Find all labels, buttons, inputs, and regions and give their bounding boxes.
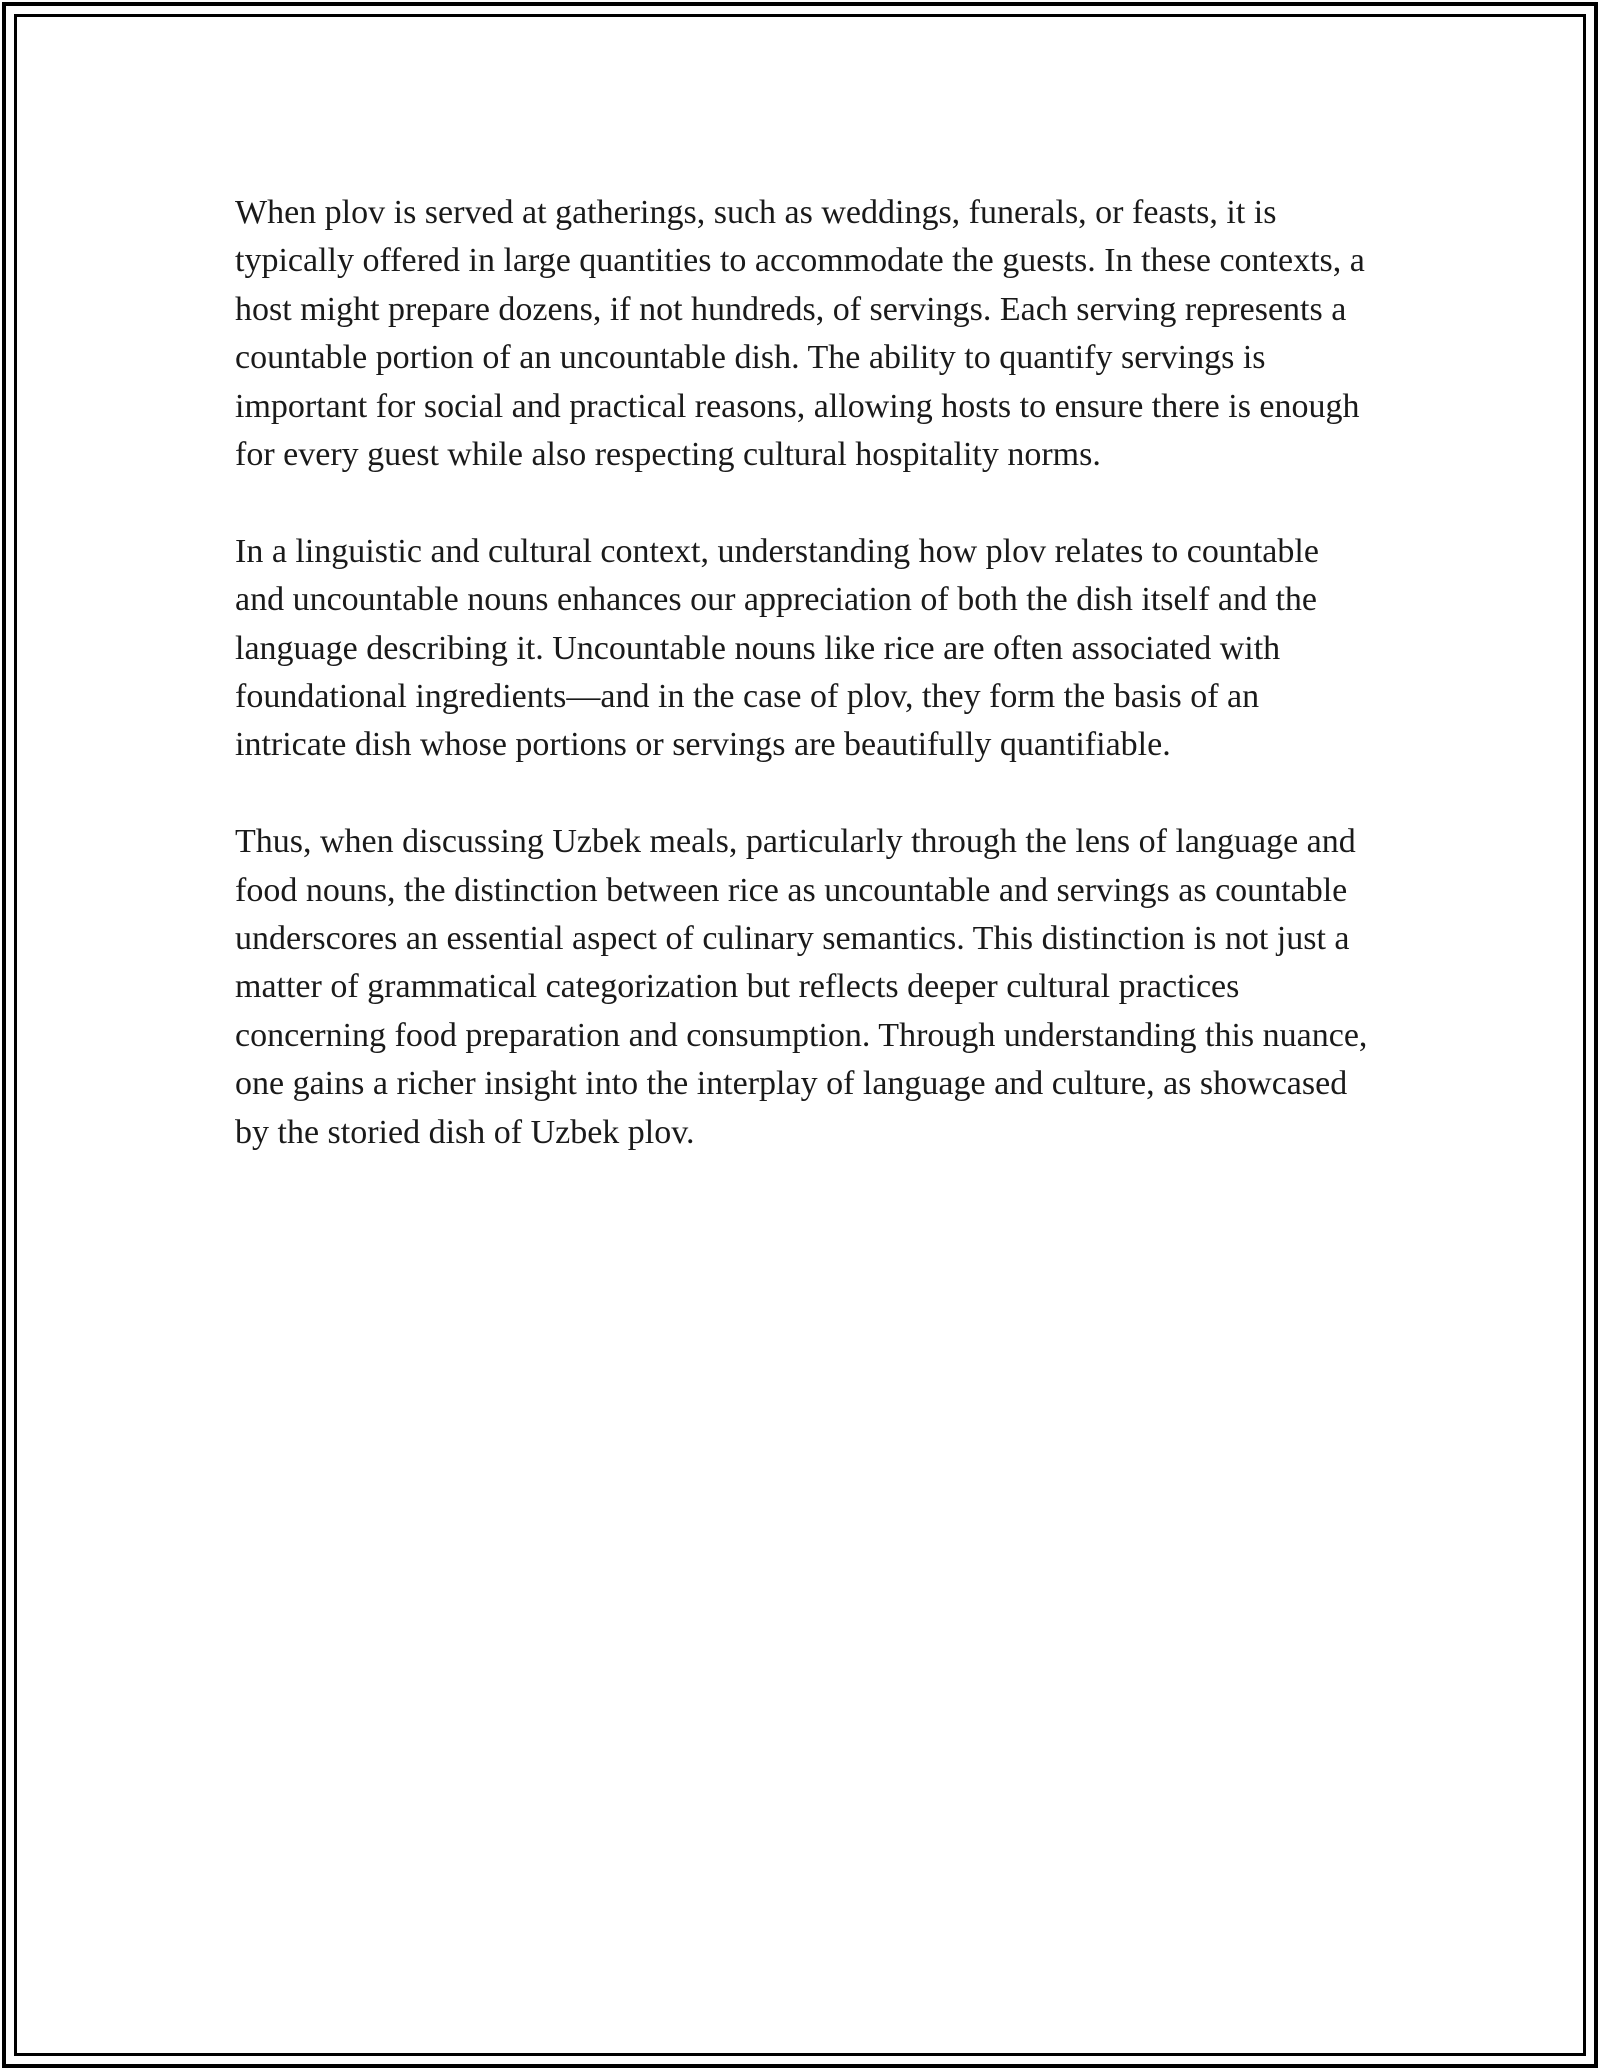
document-body — [235, 189, 1375, 1157]
paragraph-serving-quantities: When plov is served at gatherings, such as weddings, funerals, or feasts, it is typically offered in large quantities to accommodate the guests. In these contexts, a host might prepare dozens, if not hundreds, of servings. Each serving represents a countable portion of an uncountable dish. The ability to quantify servings is important for social and practical reasons, allowing hosts to ensure there is enough for every guest while also respecting cultural hospitality norms. — [235, 194, 1365, 474]
paragraph-conclusion: Thus, when discussing Uzbek meals, particularly through the lens of language and food nouns, the distinction between rice as uncountable and servings as countable underscores an essential aspect of culinary semantics. This distinction is not just a matter of grammatical categorization but reflects deeper cultural practices concerning food preparation and consumption. Through understanding this nuance, one gains a richer insight into the interplay of language and culture, as showcased by the storied dish of Uzbek plov. — [235, 823, 1368, 1151]
paragraph-linguistic-context: In a linguistic and cultural context, understanding how plov relates to countable and uncountable nouns enhances our appreciation of both the dish itself and the language describing it. Uncountable nouns like rice are often associated with foundational ingredients—and in the case of plov, they form the basis of an intricate dish whose portions or servings are beautifully quantifiable. — [235, 532, 1319, 764]
